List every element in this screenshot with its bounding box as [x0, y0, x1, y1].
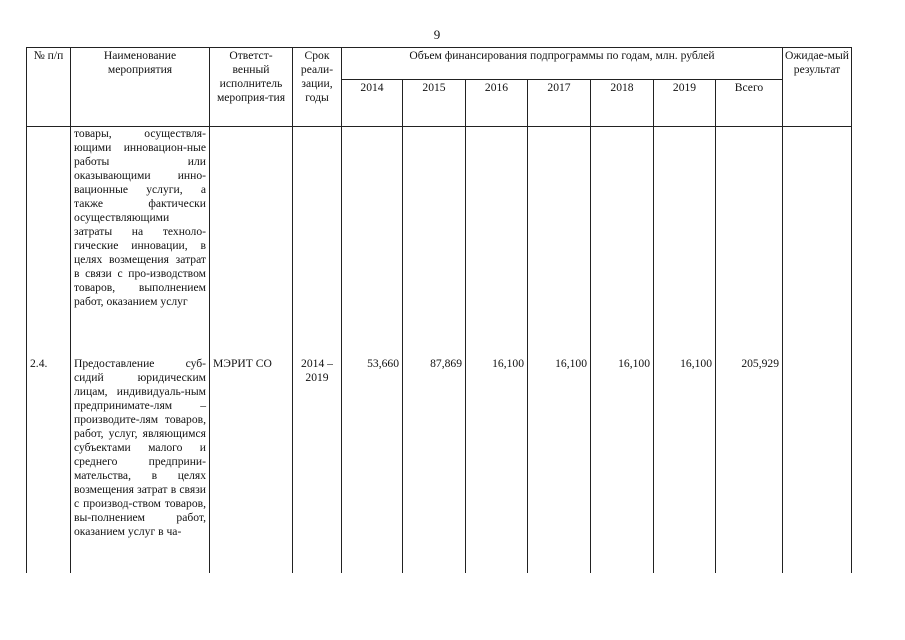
- row-value-2018: [591, 127, 654, 344]
- header-name: Наименование мероприятия: [71, 48, 210, 127]
- funding-table: [26, 47, 852, 573]
- header-funding-group: Объем финансирования подпрограммы по годам, млн. рублей: [342, 48, 783, 80]
- header-row: [27, 48, 852, 80]
- header-num: № п/п: [27, 48, 71, 127]
- header-total: Всего: [716, 80, 783, 127]
- table-row: [27, 127, 852, 344]
- header-year-2017: 2017: [528, 80, 591, 127]
- row-value-2014: 53,660: [342, 357, 403, 573]
- row-value-2019: 16,100: [654, 357, 716, 573]
- row-value-2014: [342, 127, 403, 344]
- row-num: [27, 127, 71, 344]
- row-value-2017: 16,100: [528, 357, 591, 573]
- row-total: 205,929: [716, 357, 783, 573]
- row-value-2018: 16,100: [591, 357, 654, 573]
- row-value-2015: 87,869: [403, 357, 466, 573]
- row-period: [293, 127, 342, 344]
- header-year-2014: 2014: [342, 80, 403, 127]
- header-result: Ожидае-мый результат: [783, 48, 852, 127]
- row-responsible: [210, 127, 293, 344]
- header-year-2018: 2018: [591, 80, 654, 127]
- row-value-2016: [466, 127, 528, 344]
- row-name: Предоставление суб-сидий юридическим лицам, индивидуаль-ным предпринимате-лям – производите-лям товаров, работ, услуг, являющимся субъектами малого и среднего предприни-мательства, в целях возмещения затрат в связи с производ-ством товаров, вы-полнением работ, оказанием услуг в ча-: [71, 357, 210, 573]
- row-value-2017: [528, 127, 591, 344]
- page-number: 9: [433, 27, 441, 42]
- row-period: 2014 – 2019: [293, 357, 342, 573]
- row-result: [783, 357, 852, 573]
- header-year-2015: 2015: [403, 80, 466, 127]
- row-name: товары, осуществля-ющими инновацион-ные работы или оказывающими инно-вационные услуги, а также фактически осуществляющими затраты на техноло-гические инновации, в целях возмещения затрат в связи с про-изводством товаров, выполнением работ, оказанием услуг: [71, 127, 210, 344]
- row-responsible: МЭРИТ СО: [210, 357, 293, 573]
- table-row: [27, 357, 852, 573]
- row-spacer: [27, 343, 852, 357]
- row-total: [716, 127, 783, 344]
- header-responsible: Ответст-венный исполнитель мероприя-тия: [210, 48, 293, 127]
- row-result: [783, 127, 852, 344]
- row-value-2015: [403, 127, 466, 344]
- header-period: Срок реали-зации, годы: [293, 48, 342, 127]
- row-value-2016: 16,100: [466, 357, 528, 573]
- row-num: 2.4.: [27, 357, 71, 573]
- header-year-2019: 2019: [654, 80, 716, 127]
- row-value-2019: [654, 127, 716, 344]
- header-year-2016: 2016: [466, 80, 528, 127]
